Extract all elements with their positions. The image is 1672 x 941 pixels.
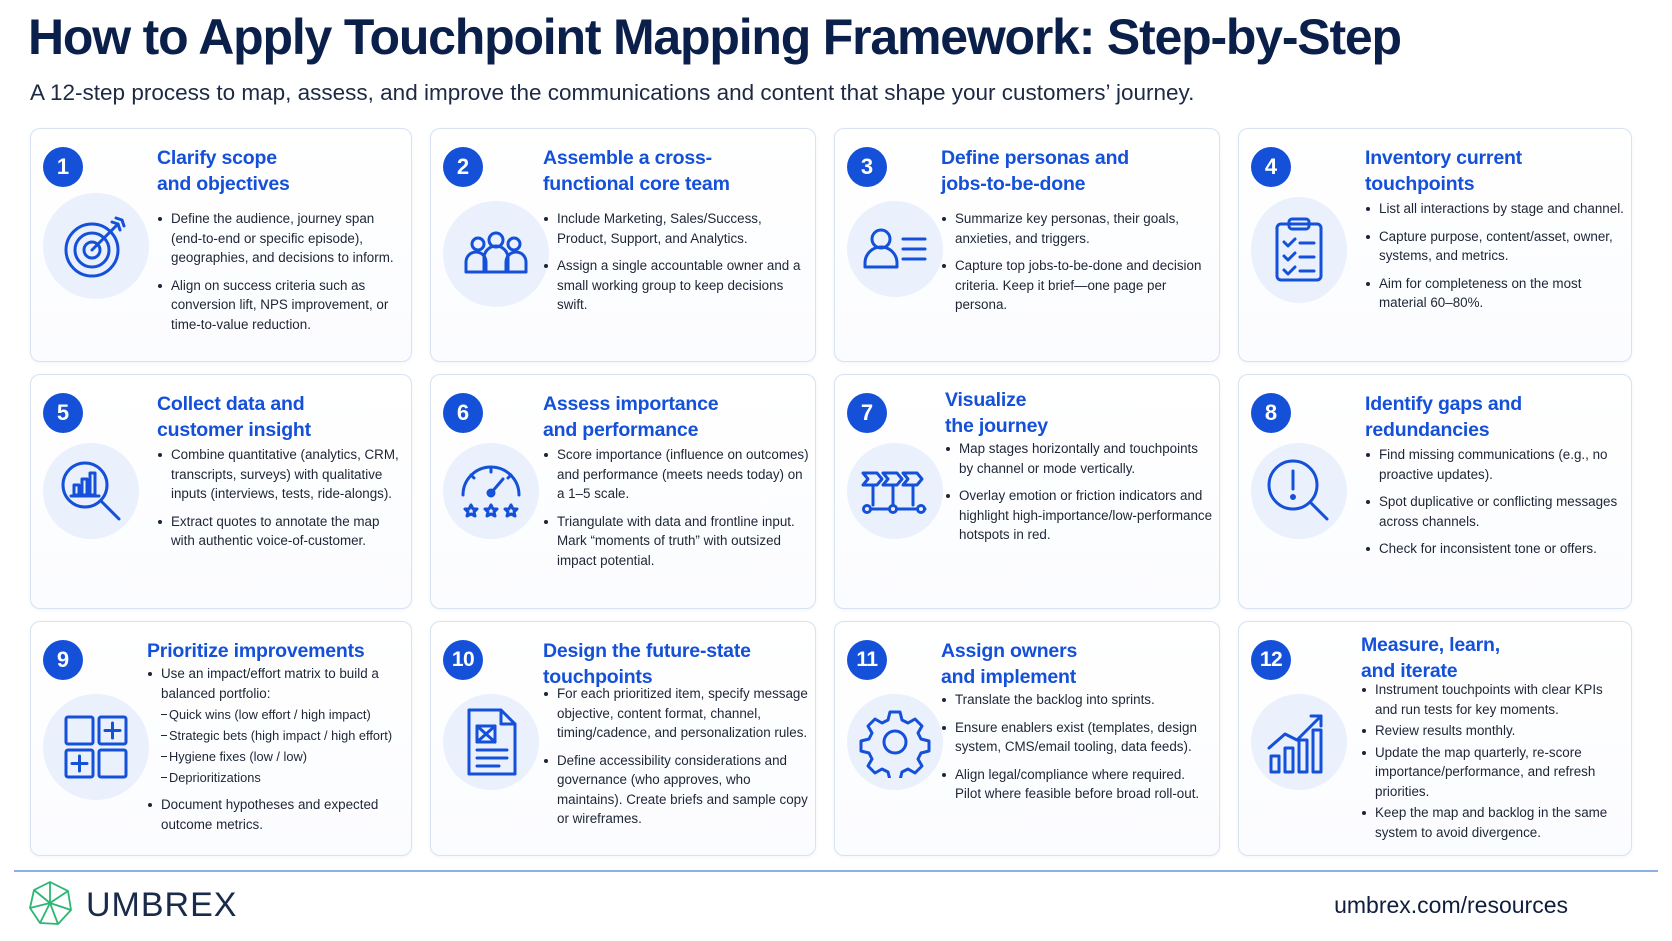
bullet: Update the map quarterly, re-score importance/performance, and refresh priorities. xyxy=(1361,743,1625,802)
footer-url-link[interactable]: umbrex.com/resources xyxy=(1334,892,1568,918)
bullet: Keep the map and backlog in the same system to avoid divergence. xyxy=(1361,803,1625,842)
step-title: Inventory current touchpoints xyxy=(1365,147,1522,195)
bullet: Aim for completeness on the most material 60–80%. xyxy=(1365,274,1625,313)
step-title: Clarify scope and objectives xyxy=(157,147,290,195)
bullet: Spot duplicative or conflicting messages across channels. xyxy=(1365,492,1625,531)
matrix-icon xyxy=(43,694,149,800)
step-title: Collect data and customer insight xyxy=(157,393,311,441)
step-number-badge: 4 xyxy=(1251,147,1291,187)
step-card-6 xyxy=(430,374,816,609)
step-card-7 xyxy=(834,374,1220,609)
growth-chart-icon xyxy=(1251,694,1347,790)
bullet-text: Use an impact/effort matrix to build a balanced portfolio: xyxy=(161,666,379,701)
step-body xyxy=(543,209,809,323)
step-number-badge: 7 xyxy=(847,393,887,433)
page-subtitle: A 12-step process to map, assess, and improve the communications and content that shape your customers’ journey. xyxy=(30,80,1195,105)
step-body xyxy=(1361,680,1625,850)
target-icon xyxy=(43,193,149,299)
bullet: Score importance (influence on outcomes) and performance (meets needs today) on a 1–5 scale. xyxy=(543,445,809,504)
step-card-12 xyxy=(1238,621,1632,856)
step-title: Visualize the journey xyxy=(945,389,1048,437)
brand xyxy=(26,880,237,930)
alert-magnifier-icon xyxy=(1251,443,1347,539)
brand-name: UMBREX xyxy=(86,885,238,924)
step-card-5 xyxy=(30,374,412,609)
step-title: Design the future-state touchpoints xyxy=(543,640,751,688)
bullet: Map stages horizontally and touchpoints by channel or mode vertically. xyxy=(945,439,1213,478)
step-title: Assess importance and performance xyxy=(543,393,719,441)
step-body xyxy=(1365,445,1625,567)
bullet: Assign a single accountable owner and a small working group to keep decisions swift. xyxy=(543,256,809,315)
step-number-badge: 11 xyxy=(847,640,887,680)
step-card-10 xyxy=(430,621,816,856)
steps-grid xyxy=(30,128,1640,860)
step-number-badge: 6 xyxy=(443,393,483,433)
step-number-badge: 8 xyxy=(1251,393,1291,433)
bullet: Align on success criteria such as conversion lift, NPS improvement, or time-to-value reduction. xyxy=(157,276,405,335)
step-title: Assemble a cross- functional core team xyxy=(543,147,730,195)
step-card-2 xyxy=(430,128,816,362)
sub-bullet: Deprioritizations xyxy=(161,768,405,787)
step-title: Measure, learn, and iterate xyxy=(1361,634,1500,682)
sub-bullet: Hygiene fixes (low / low) xyxy=(161,747,405,766)
bullet: Extract quotes to annotate the map with authentic voice-of-customer. xyxy=(157,512,405,551)
step-card-8 xyxy=(1238,374,1632,609)
journey-map-icon xyxy=(847,443,943,539)
bullet: For each prioritized item, specify message objective, content format, channel, timing/cadence, and personalization rules. xyxy=(543,684,809,743)
step-body xyxy=(543,445,809,578)
step-body xyxy=(147,664,405,842)
step-card-3 xyxy=(834,128,1220,362)
step-title: Define personas and jobs-to-be-done xyxy=(941,147,1130,195)
step-body xyxy=(1365,199,1625,321)
bullet: Document hypotheses and expected outcome metrics. xyxy=(147,795,405,834)
bullet: Capture purpose, content/asset, owner, systems, and metrics. xyxy=(1365,227,1625,266)
footer-divider xyxy=(14,870,1658,872)
bullet: List all interactions by stage and channel. xyxy=(1365,199,1625,219)
magnifier-chart-icon xyxy=(43,443,139,539)
step-card-1 xyxy=(30,128,412,362)
bullet: Triangulate with data and frontline input. Mark “moments of truth” with outsized impact potential. xyxy=(543,512,809,571)
umbrex-logo-icon xyxy=(26,879,74,932)
bullet: Instrument touchpoints with clear KPIs and run tests for key moments. xyxy=(1361,680,1625,719)
step-number-badge: 3 xyxy=(847,147,887,187)
bullet: Include Marketing, Sales/Success, Product, Support, and Analytics. xyxy=(543,209,809,248)
step-card-9 xyxy=(30,621,412,856)
step-title: Prioritize improvements xyxy=(147,640,365,662)
step-body xyxy=(157,445,405,559)
step-body xyxy=(945,439,1213,553)
bullet: Review results monthly. xyxy=(1361,721,1625,741)
step-body xyxy=(543,684,809,837)
step-card-4 xyxy=(1238,128,1632,362)
bullet: Define accessibility considerations and governance (who approves, who maintains). Create briefs and sample copy or wireframes. xyxy=(543,751,809,829)
step-number-badge: 12 xyxy=(1251,640,1291,680)
step-body xyxy=(941,690,1213,812)
document-icon xyxy=(443,694,539,790)
step-number-badge: 5 xyxy=(43,393,83,433)
bullet: Find missing communications (e.g., no proactive updates). xyxy=(1365,445,1625,484)
step-number-badge: 10 xyxy=(443,640,483,680)
step-body xyxy=(941,209,1213,323)
bullet: Combine quantitative (analytics, CRM, transcripts, surveys) with qualitative inputs (interviews, tests, ride-alongs). xyxy=(157,445,405,504)
bullet xyxy=(147,664,405,787)
sub-bullet-list xyxy=(161,705,405,787)
clipboard-icon xyxy=(1251,197,1347,303)
sub-bullet: Quick wins (low effort / high impact) xyxy=(161,705,405,724)
bullet: Overlay emotion or friction indicators and highlight high-importance/low-performance hotspots in red. xyxy=(945,486,1213,545)
bullet: Check for inconsistent tone or offers. xyxy=(1365,539,1625,559)
team-icon xyxy=(443,201,549,307)
bullet: Translate the backlog into sprints. xyxy=(941,690,1213,710)
bullet: Align legal/compliance where required. Pilot where feasible before broad roll-out. xyxy=(941,765,1213,804)
bullet: Summarize key personas, their goals, anxieties, and triggers. xyxy=(941,209,1213,248)
sub-bullet: Strategic bets (high impact / high effort) xyxy=(161,726,405,745)
persona-icon xyxy=(847,201,943,297)
bullet: Ensure enablers exist (templates, design system, CMS/email tooling, data feeds). xyxy=(941,718,1213,757)
step-title: Assign owners and implement xyxy=(941,640,1078,688)
step-number-badge: 1 xyxy=(43,147,83,187)
bullet: Capture top jobs-to-be-done and decision criteria. Keep it brief—one page per persona. xyxy=(941,256,1213,315)
step-number-badge: 2 xyxy=(443,147,483,187)
step-number-badge: 9 xyxy=(43,640,83,680)
step-title: Identify gaps and redundancies xyxy=(1365,393,1522,441)
gauge-icon xyxy=(443,443,539,539)
bullet: Define the audience, journey span (end-to-end or specific episode), geographies, and decisions to inform. xyxy=(157,209,405,268)
step-body xyxy=(157,209,405,342)
step-card-11 xyxy=(834,621,1220,856)
page-title: How to Apply Touchpoint Mapping Framework: Step-by-Step xyxy=(28,9,1401,65)
gear-icon xyxy=(847,694,943,790)
